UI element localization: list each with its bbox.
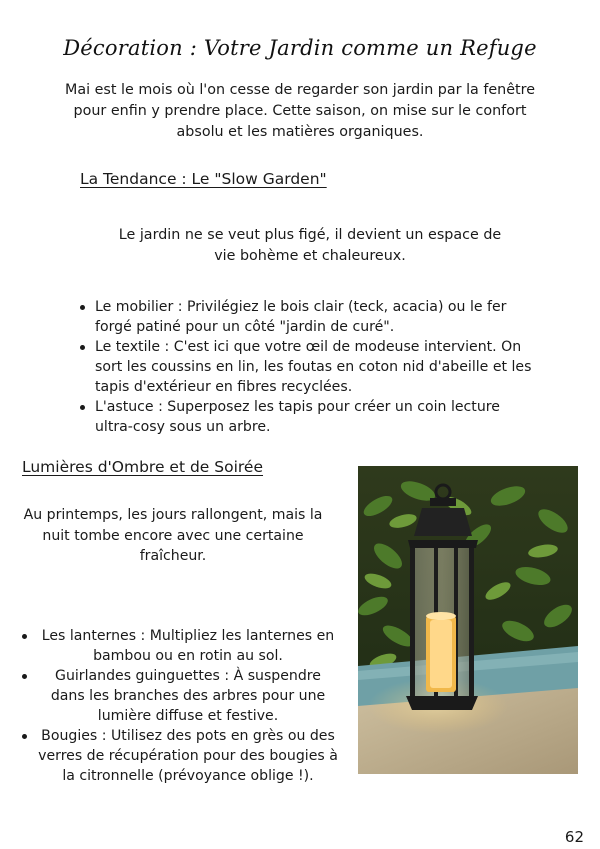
page-number: 62 bbox=[564, 828, 584, 846]
list-item: Le mobilier : Privilégiez le bois clair (teck, acacia) ou le fer forgé patiné pour un côté "jardin de curé". bbox=[78, 297, 538, 337]
lights-heading: Lumières d'Ombre et de Soirée bbox=[22, 458, 264, 476]
trend-paragraph: Le jardin ne se veut plus figé, il devient un espace de vie bohème et chaleureux. bbox=[118, 227, 502, 264]
list-item: L'astuce : Superposez les tapis pour créer un coin lecture ultra-cosy sous un arbre. bbox=[78, 397, 538, 437]
lantern-photo bbox=[358, 466, 578, 774]
trend-list bbox=[78, 297, 538, 437]
list-item: Les lanternes : Multipliez les lanternes en bambou ou en rotin au sol. bbox=[20, 626, 338, 666]
page-title: Décoration : Votre Jardin comme un Refuge bbox=[63, 36, 537, 60]
lights-paragraph: Au printemps, les jours rallongent, mais la nuit tombe encore avec une certaine fraîcheur. bbox=[23, 507, 323, 564]
list-item: Bougies : Utilisez des pots en grès ou des verres de récupération pour des bougies à la citronnelle (prévoyance oblige !). bbox=[20, 726, 338, 786]
list-item: Le textile : C'est ici que votre œil de modeuse intervient. On sort les coussins en lin, les foutas en coton nid d'abeille et les tapis d'extérieur en fibres recyclées. bbox=[78, 337, 538, 397]
lights-list bbox=[20, 626, 338, 786]
intro-paragraph: Mai est le mois où l'on cesse de regarder son jardin par la fenêtre pour enfin y prendre place. Cette saison, on mise sur le confort absolu et les matières organiques. bbox=[65, 82, 535, 140]
list-item: Guirlandes guinguettes : À suspendre dans les branches des arbres pour une lumière diffuse et festive. bbox=[20, 666, 338, 726]
trend-heading: La Tendance : Le "Slow Garden" bbox=[80, 170, 327, 188]
